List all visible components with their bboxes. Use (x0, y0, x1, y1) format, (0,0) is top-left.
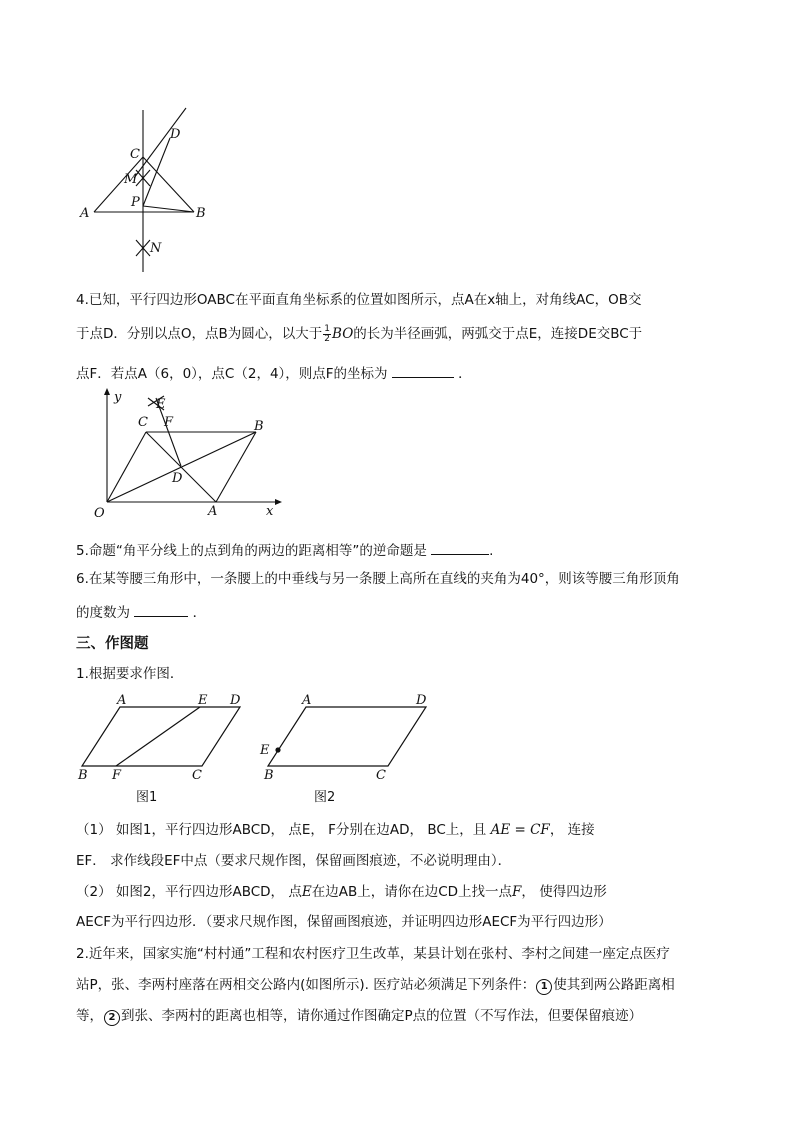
q4-line-2 (76, 324, 726, 344)
q4-line-2-pre: 于点D．分别以点O，点B为圆心，以大于 (76, 326, 323, 342)
fig-coord-label-d: D (172, 471, 183, 486)
fig1-label-b: B (78, 768, 88, 783)
answer-blank-q4[interactable] (392, 362, 454, 378)
fraction-numerator: 1 (324, 323, 331, 334)
p1-sub2-post: ， 使得四边形 (521, 884, 607, 900)
fig-coord-label-o: O (94, 506, 105, 521)
circled-number-one: 1 (536, 979, 552, 995)
top-geometry-figure (70, 100, 220, 275)
fig2-label-c: C (376, 768, 386, 783)
q4-line-3-post: ． (458, 366, 472, 382)
p1-sub1-pre: （1） 如图1，平行四边形ABCD， 点E， F分别在边AD， BC上，且 (76, 822, 487, 838)
p2-line-1: 2.近年来，国家实施“村村通”工程和农村医疗卫生改革，某县计划在张村、李村之间建一座定点医疗 (76, 946, 670, 962)
p2-line-2-post: 使其到两公路距离相 (553, 977, 675, 993)
fig1-label-a: A (117, 693, 127, 708)
answer-blank-q6[interactable] (134, 601, 188, 617)
q5-line (76, 539, 726, 561)
fig2-caption: 图2 (314, 790, 336, 805)
coordinate-parallelogram-figure (80, 388, 290, 526)
fig1-label-d: D (230, 693, 241, 708)
math-f: F (512, 884, 522, 900)
circled-number-two: 2 (104, 1010, 120, 1026)
fig-top-label-d: D (170, 127, 181, 142)
fig1-label-f: F (112, 768, 122, 783)
q4-line-1: 4.已知，平行四边形OABC在平面直角坐标系的位置如图所示，点A在x轴上，对角线AC，OB交 (76, 292, 642, 308)
math-bo: BO (332, 326, 354, 342)
q4-line-3 (76, 362, 726, 384)
p1-sub2-mid: 在边AB上，请你在边CD上找一点 (311, 884, 513, 900)
fig-coord-label-y: y (114, 390, 122, 405)
fig2-label-e: E (260, 743, 270, 758)
p1-title: 1.根据要求作图． (76, 666, 184, 682)
fig-coord-label-f: F (164, 415, 174, 430)
q4-line-2-post: 的长为半径画弧，两弧交于点E，连接DE交BC于 (353, 326, 643, 342)
fig-coord-label-e: E (156, 397, 166, 412)
fig-top-label-m: M (124, 172, 138, 187)
fraction-denominator: 2 (324, 333, 331, 344)
fraction-half (323, 325, 331, 344)
q4-line-3-pre: 点F．若点A（6，0），点C（2，4），则点F的坐标为 (76, 366, 388, 382)
math-ae-equals-cf: AE = CF (490, 822, 550, 838)
fig2-label-b: B (264, 768, 274, 783)
p1-sub1-post: ， 连接 (549, 822, 595, 838)
fig-top-label-c: C (130, 147, 140, 162)
math-e: E (301, 884, 312, 900)
q6-line-2 (76, 601, 726, 623)
p1-sub2-line-2: AECF为平行四边形．（要求尺规作图，保留画图痕迹，并证明四边形AECF为平行四边形） (76, 914, 612, 930)
fig-top-label-p: P (131, 195, 140, 210)
p1-sub2-line-1 (76, 882, 726, 902)
p1-sub2-pre: （2） 如图2，平行四边形ABCD， 点 (76, 884, 302, 900)
fig2-label-a: A (302, 693, 312, 708)
fig-top-label-b: B (196, 206, 206, 221)
p2-line-3-post: 到张、李两村的距离也相等，请你通过作图确定P点的位置（不写作法，但要保留痕迹） (121, 1008, 643, 1024)
p2-line-2-pre: 站P，张、李两村座落在两相交公路内(如图所示). 医疗站必须满足下列条件： (76, 977, 536, 993)
p1-sub1-line-2: EF． 求作线段EF中点（要求尺规作图，保留画图痕迹，不必说明理由）． (76, 853, 512, 869)
fig-top-label-n: N (150, 241, 162, 256)
q6-line-2-pre: 的度数为 (76, 605, 130, 621)
answer-blank-q5[interactable] (431, 539, 489, 555)
fig-top-label-a: A (80, 206, 90, 221)
fig2-label-d: D (416, 693, 427, 708)
fig1-label-c: C (192, 768, 202, 783)
p2-line-3 (76, 1006, 726, 1026)
p1-sub1-line-1 (76, 820, 726, 840)
fig1-caption: 图1 (136, 790, 158, 805)
p2-line-2 (76, 975, 726, 995)
fig-coord-label-b: B (254, 419, 264, 434)
fig1-label-e: E (198, 693, 208, 708)
q6-line-2-post: ． (192, 605, 207, 621)
q5-text: 5.命题“角平分线上的点到角的两边的距离相等”的逆命题是 (76, 543, 427, 559)
fig-coord-label-a: A (208, 504, 218, 519)
q5-post: . (489, 543, 494, 559)
p2-line-3-pre: 等， (76, 1008, 103, 1024)
q6-line-1: 6.在某等腰三角形中，一条腰上的中垂线与另一条腰上高所在直线的夹角为40°，则该等腰三角形顶角 (76, 571, 680, 587)
fig-coord-label-x: x (266, 504, 274, 519)
fig-coord-label-c: C (138, 415, 148, 430)
section-heading: 三、作图题 (76, 636, 149, 652)
parallelograms-figure (74, 690, 454, 810)
